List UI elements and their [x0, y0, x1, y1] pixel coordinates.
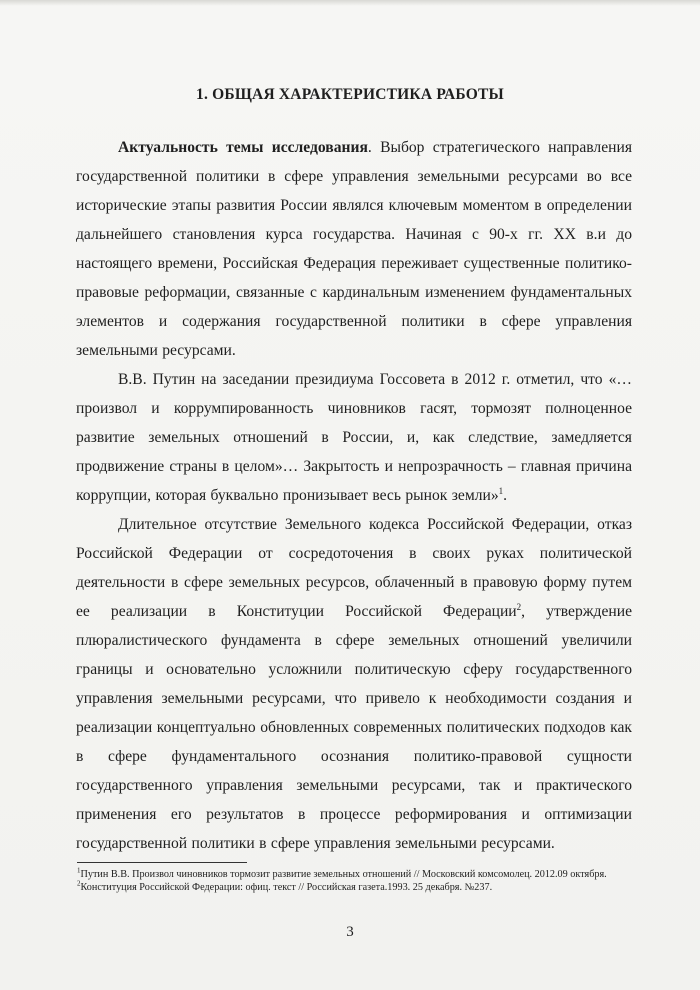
paragraph-text: В.В. Путин на заседании президиума Госсовета в 2012 г. отметил, что «… произвол и коррумпированность чиновников гасят, тормозят полноценное развитие земельных отношений в России, и, как следствие, замедляется продвижение страны в целом»… Закрытость и непрозрачность – главная причина коррупции, которая буквально пронизывает весь рынок земли»: [76, 371, 632, 504]
paragraph-putin-quote: [76, 365, 632, 510]
footnote-divider: [77, 862, 247, 863]
footnote-reference: 2: [516, 601, 522, 612]
footnote-reference: 1: [498, 485, 504, 496]
section-heading: 1. ОБЩАЯ ХАРАКТЕРИСТИКА РАБОТЫ: [196, 86, 504, 103]
footnote-text: Путин В.В. Произвол чиновников тормозит развитие земельных отношений // Московский комсомолец. 2012.09 октября.: [80, 869, 607, 880]
paragraph-lead: Актуальность темы исследования: [118, 139, 368, 156]
paragraph-land-code: [76, 510, 632, 858]
body-text: [76, 133, 632, 858]
paragraph-text: . Выбор стратегического направления государственной политики в сфере управления земельными ресурсами во все исторические этапы развития России являлся ключевым моментом в определении дальнейшего становления курса государства. Начиная с 90-х гг. XX в.и до настоящего времени, Российская Федерация переживает существенные политико-правовые реформации, связанные с кардинальным изменением фундаментальных элементов и содержания государственной политики в сфере управления земельными ресурсами.: [76, 139, 632, 359]
footnote-number: 1: [77, 866, 81, 875]
page-number: 3: [346, 924, 354, 940]
paragraph-text: Длительное отсутствие Земельного кодекса Российской Федерации, отказ Российской Федерации от сосредоточения в своих руках политической деятельности в сфере земельных ресурсов, облаченный в правовую форму путем ее реализации в Конституции Российской Федерации: [76, 516, 632, 620]
footnote: [77, 881, 632, 894]
footnote-number: 2: [77, 879, 81, 888]
paragraph-tail: .: [503, 487, 508, 504]
footnote-text: Конституция Российской Федерации: офиц. текст // Российская газета.1993. 25 декабря. №237.: [80, 882, 493, 893]
footnote: [77, 868, 632, 881]
scan-top-edge: [0, 0, 700, 6]
paragraph-relevance: [76, 133, 632, 365]
paragraph-text-continued: , утверждение плюралистического фундамента в сфере земельных отношений увеличили границы и основательно усложнили политическую сферу государственного управления земельными ресурсами, что привело к необходимости создания и реализации концептуально обновленных современных политических подходов как в сфере фундаментального осознания политико-правовой сущности государственного управления земельными ресурсами, так и практического применения его результатов в процессе реформирования и оптимизации государственной политики в сфере управления земельными ресурсами.: [76, 603, 632, 852]
footnotes: [77, 868, 632, 894]
